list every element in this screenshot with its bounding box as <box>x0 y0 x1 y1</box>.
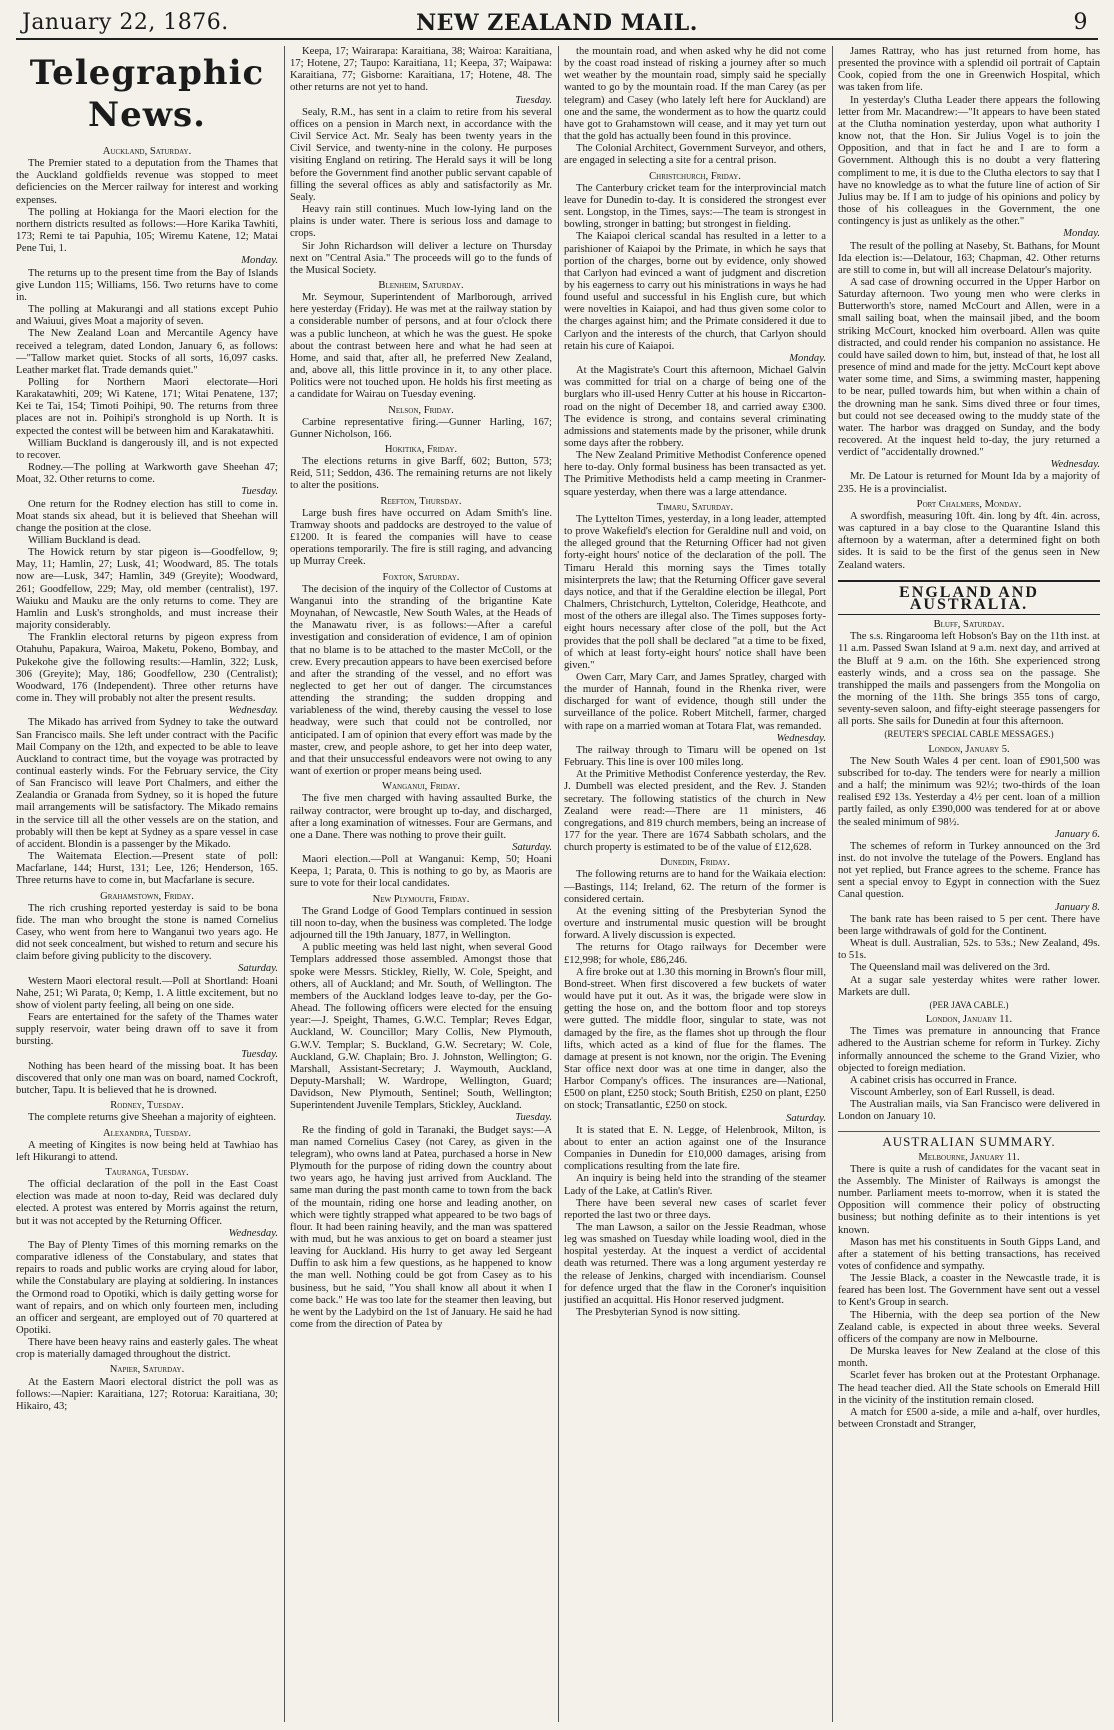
dateline: Napier, Saturday. <box>109 1364 185 1376</box>
dateline: Foxton, Saturday. <box>382 571 460 583</box>
section-heading-england-australia: ENGLAND AND AUSTRALIA. <box>838 580 1100 615</box>
day-line: Tuesday. <box>515 1112 552 1124</box>
dateline: New Plymouth, Friday. <box>372 893 470 905</box>
paragraph: The complete returns give Sheehan a majority of eighteen. <box>28 1112 276 1124</box>
paragraph: The bank rate has been raised to 5 per cent. There have been large withdrawals of gold for the Continent. <box>838 913 1100 937</box>
paragraph: Maori election.—Poll at Wanganui: Kemp, 50; Hoani Keepa, 1; Parata, 0. This is nothing to go by, as Maoris are sure to vote for their local candidates. <box>290 854 552 890</box>
columns <box>16 46 1098 1722</box>
paragraph: In yesterday's Clutha Leader there appears the following letter from Mr. Macandrew:—"It appears to have been stated at the Clutha nomination yesterday, upon what authority I know not, that the Hon. Sir Julius Vogel is to join the Opposition, and that in fact he and I are to form a Government. Although this is no doubt a very flattering compliment to me, it is due to the Clutha electors to say that I have no knowledge as to what the future line of action of Sir Julius may be. If I am to judge of his opinions and policy by those of his colleagues in the Government, the one contingency is just as unlikely as the other." <box>838 94 1100 228</box>
page-header <box>16 8 1098 40</box>
paragraph: Carbine representative firing.—Gunner Harling, 167; Gunner Nicholson, 166. <box>290 416 552 440</box>
dateline: Alexandra, Tuesday. <box>102 1127 192 1139</box>
paragraph: The Bay of Plenty Times of this morning remarks on the comparative idleness of the Constabulary, and states that repairs to roads and public works are crying aloud for labor, while the Constabulary are playing at soldiering. In instances the Ormond road to Opotiki, which is daily getting worse for want of repairs, and on which only fourteen men, including an officer and sergeant, are employed out of 70 quartered at Opotiki. <box>16 1239 278 1336</box>
dateline: Rodney, Tuesday. <box>110 1100 184 1112</box>
paragraph: William Buckland is dead. <box>28 535 141 546</box>
paragraph: The five men charged with having assaulted Burke, the railway contractor, were brought up to-day, and discharged, after a long examination of witnesses. Four are Germans, and one a Dane. There was nothing to prove their guilt. <box>290 793 552 841</box>
paragraph: It is stated that E. N. Legge, of Helenbrook, Milton, is about to enter an action against one of the Insurance Companies in Dunedin for £10,000 damages, arising from complications resulting from the late fire. <box>564 1124 826 1173</box>
paragraph: The New Zealand Loan and Mercantile Agency have received a telegram, dated London, January 6, as follows:—"Tallow market quiet. Stocks of all sorts, 16,097 casks. Leather market flat. Trade demands quiet." <box>16 328 278 376</box>
paragraph: The returns up to the present time from the Bay of Islands give Lundon 115; Williams, 156. Two returns have to come in. <box>16 267 278 303</box>
column-rule <box>832 46 833 1722</box>
dateline: Christchurch, Friday. <box>649 170 741 182</box>
paragraph: Western Maori electoral result.—Poll at Shortland: Hoani Nahe, 251; Wi Parata, 0; Kemp, 1. A little excitement, but no show of violent party feeling, all being on one side. <box>16 975 278 1011</box>
paragraph: The New South Wales 4 per cent. loan of £901,500 was subscribed for to-day. The tenders were for nearly a million and a half; the minimum was 92½; two-thirds of the loan realised £92 13s. Yesterday a 4½ per cent. loan of a million partly failed, as only £390,000 was tendered for at or above the sealed minimum of 98½. <box>838 755 1100 828</box>
paragraph: Large bush fires have occurred on Adam Smith's line. Tramway shoots and paddocks are destroyed to the value of £1200. It is feared the companies will have to cease operations temporarily. The fire is still raging, and advancing up Murray Creek. <box>290 507 552 568</box>
day-line: Monday. <box>241 255 278 267</box>
column-4-summary <box>838 1152 1100 1432</box>
paragraph: The decision of the inquiry of the Collector of Customs at Wanganui into the stranding of the brigantine Kate Moynahan, of Newcastle, New South Wales, at the Heads of the Manawatu river, is as follows:—After a careful investigation and consideration of evidence, I am of opinion that no blame is to be attached to the master McColl, or the crew. Every precaution appears to have been exercised before and after the stranding of the vessel, and no effort was neglected to get her out of danger. The circumstances attending the stranding; the sudden dropping and variableness of the wind, thereby causing the vessel to lose headway, were such that could not be controlled, nor anticipated. I am of opinion that every effort was made by the master, crew, and people ashore, to get her into deep water, and that their unsuccessful endeavors were not owing to any want of exertion or proper means being used. <box>290 583 552 778</box>
paragraph: The Hibernia, with the deep sea portion of the New Zealand cable, is expected in about three weeks. Several officers of the company are now in Melbourne. <box>838 1309 1100 1345</box>
day-line: Wednesday. <box>228 1227 278 1239</box>
paragraph: The elections returns in give Barff, 602; Button, 573; Reid, 511; Seddon, 436. The remaining returns are not likely to alter the positions. <box>290 456 552 492</box>
paragraph: There is quite a rush of candidates for the vacant seat in the Assembly. The Minister of Railways is amongst the number. Parliament meets to-morrow, when it is stated the Opposition will commence their policy of obstructing business; but nothing definite as to their intentions is yet known. <box>838 1163 1100 1236</box>
paragraph: The Grand Lodge of Good Templars continued in session till noon to-day, when the business was completed. The lodge adjourned till the 19th January, 1877, in Wellington. <box>290 905 552 942</box>
paragraph: Owen Carr, Mary Carr, and James Spratley, charged with the murder of Hannah, found in the Rhenka river, were discharged for want of evidence, though still under the surveillance of the police. Robert Mitchell, farmer, charged with rape on a married woman at Totara Flat, was remanded. <box>564 671 826 732</box>
paragraph: Fears are entertained for the safety of the Thames water supply reservoir, water being drawn off to save it from bursting. <box>16 1012 278 1048</box>
paragraph: One return for the Rodney election has still to come in. Moat stands six ahead, but it is believed that Sheehan will change the position at the close. <box>16 498 278 534</box>
paragraph: The Canterbury cricket team for the interprovincial match leave for Dunedin to-day. It is considered the strongest ever sent. Longstop, in the Times, says:—The team is strongest in bowling, stronger in batting; but strongest in fielding. <box>564 182 826 231</box>
paragraph: At a sugar sale yesterday whites were rather lower. Markets are dull. <box>838 974 1100 998</box>
paragraph: At the Eastern Maori electoral district the poll was as follows:—Napier: Karaitiana, 127; Rotorua: Karaitiana, 30; Hikairo, 43; <box>16 1376 278 1412</box>
paragraph: The Jessie Black, a coaster in the Newcastle trade, it is feared has been lost. The Government have sent out a vessel to Kent's Group in search. <box>838 1273 1100 1309</box>
paragraph: A swordfish, measuring 10ft. 4in. long by 4ft. 4in. across, was captured in a bay close to the Quarantine Island this afternoon by a waterman, after a determined fight on both sides. It is said to be the first of the genus seen in New Zealand waters. <box>838 510 1100 571</box>
dateline: Tauranga, Tuesday. <box>105 1166 189 1178</box>
dateline: Blenheim, Saturday. <box>378 279 464 291</box>
paragraph: An inquiry is being held into the stranding of the steamer Lady of the Lake, at Catlin's River. <box>564 1173 826 1197</box>
paragraph: There have been several new cases of scarlet fever reported the last two or three days. <box>564 1197 826 1221</box>
dateline: Hokitika, Friday. <box>384 444 458 455</box>
paragraph: The result of the polling at Naseby, St. Bathans, for Mount Ida election is:—Delatour, 163; Chapman, 42. Other returns are still to come in, but will all increase Delatour's majority. <box>838 240 1100 276</box>
paragraph: A match for £500 a-side, a mile and a-half, over hurdles, between Cronstadt and Stranger, <box>838 1406 1100 1431</box>
paragraph: Nothing has been heard of the missing boat. It has been discovered that only one man was on board, named Cockroft, butcher, Tapu. It is believed that he is drowned. <box>16 1060 278 1097</box>
dateline: Bluff, Saturday. <box>933 619 1005 631</box>
paragraph: Sealy, R.M., has sent in a claim to retire from his several offices on a pension in March next, in accordance with the Civil Service Act. Mr. Sealy has been twenty years in the Civil Service, and twenty-nine in the colony. He purposes visiting England on retiring. The Herald says it will be long before the Government find another public servant capable of filling the several offices as ably and satisfactorily as Mr. Sealy. <box>290 106 552 203</box>
day-line: Monday. <box>1063 228 1100 240</box>
dateline: Nelson, Friday. <box>388 404 454 416</box>
paragraph: At the Magistrate's Court this afternoon, Michael Galvin was committed for trial on a charge of being one of the burglars who ill-used Henry Cutter at his house in Riccarton-road on the night of December 18, and carried away £300. The evidence is strong, and contains several criminating admissions and statements made by the prisoner, while drunk some days after the robbery. <box>564 365 826 449</box>
paragraph: The following returns are to hand for the Waikaia election:—Bastings, 114; Ireland, 62. The return of the former is considered certain. <box>564 869 826 905</box>
day-line: Wednesday. <box>1050 459 1100 471</box>
dateline: Auckland, Saturday. <box>102 146 192 157</box>
paragraph: A cabinet crisis has occurred in France. <box>850 1074 1017 1086</box>
cable-source: (PER JAVA CABLE.) <box>929 999 1009 1010</box>
column-rule <box>558 46 559 1722</box>
paragraph: the mountain road, and when asked why he did not come by the coast road instead of risking a journey after so much wet weather by the mountain road, simply said he specially wanted to go by the mountain road. If the man Carey (as per telegram) and Casey (who lately left here for Auckland) are one and the same, the wonderment as to how the quartz could have got to Grahamstown will cease, and it may yet turn out that the gold has actually been found in this province. <box>564 46 826 143</box>
paragraph: De Murska leaves for New Zealand at the close of this month. <box>838 1346 1100 1370</box>
paragraph: The Australian mails, via San Francisco were delivered in London on January 10. <box>838 1099 1100 1123</box>
paragraph: Scarlet fever has broken out at the Protestant Orphanage. The head teacher died. All the State schools on Emerald Hill in the vicinity of the institution remain closed. <box>838 1370 1100 1406</box>
paragraph: The Lyttelton Times, yesterday, in a long leader, attempted to prove Wakefield's election for Geraldine null and void, on the alleged ground that the Returning Officer had not given forty-eight hours' notice of the declaration of the poll. The Timaru Herald this morning says the Times totally misinterprets the law; that the Returning Officer gave several days notice, and that if the Geraldine election be illegal, Port Chalmers, Christchurch, Lyttelton, Coleridge, Heathcote, and most of the others are illegal also. The Times supposes forty-eight hours necessary after close of the poll, but the Act provides that the poll shall be declared "at a time to be fixed, of which at least forty-eight hours' notice shall have been given." <box>564 513 826 671</box>
paragraph: William Buckland is dangerously ill, and is not expected to recover. <box>16 437 278 461</box>
column-4-news <box>838 46 1100 572</box>
paragraph: At the Primitive Methodist Conference yesterday, the Rev. J. Dumbell was elected president, and the Rev. J. Standen secretary. The following statistics of the church in New Zealand were read:—There are 11 ministers, 46 congregations, and 819 church members, being an increase of 177 for the year. There are 1674 Sabbath scholars, and the church property is estimated to be of the value of £12,628. <box>564 769 826 854</box>
paragraph: The returns for Otago railways for December were £12,998; for whole, £86,246. <box>564 942 826 966</box>
paragraph: The Kaiapoi clerical scandal has resulted in a letter to a parishioner of Kaiapoi by the Primate, in which he says that portion of the charges, borne out by evidence, only showed that Carlyon had evinced a want of judgment and discretion by his eagerness to carry out his ministrations in ways he had found useful and successful in his English cure, but which were novelties in Kaiapoi, and had thus given some color to the charges against him; and the Primate considered it due to Carlyon and the interests of the church, that Carlyon should retain his cure of Kaiapoi. <box>564 231 826 352</box>
dateline: Timaru, Saturday. <box>656 501 734 513</box>
paragraph: The Queensland mail was delivered on the 3rd. <box>850 962 1051 974</box>
paragraph: The Franklin electoral returns by pigeon express from Otahuhu, Papakura, Wairoa, Maketu, Pokeno, Bombay, and Pukekohe give the following results:—Hamlin, 322; Lusk, 306 (Greyite); May, 186; Goodfellow, 230 (Centralist); Woodward, 176 (Independent). Three other returns have come in. They will probably not alter the present results. <box>16 632 278 705</box>
paragraph: The New Zealand Primitive Methodist Conference opened here to-day. Only formal business has been transacted as yet. The Primitive Methodists held a camp meeting in Cranmer-square yesterday, when there was a large attendance. <box>564 450 826 498</box>
paragraph: A meeting of Kingites is now being held at Tawhiao has left Hikurangi to attend. <box>16 1139 278 1163</box>
day-line: Wednesday. <box>228 705 278 717</box>
paragraph: Polling for Northern Maori electorate—Hori Karakatawhiti, 209; Wi Katene, 171; Witai Penatene, 137; Kei te Tai, 154; Timoti Poihipi, 90. The returns from three places are not in. Poihipi's stronghold is up North. It is expected the contest will be between him and Karakatawhiti. <box>16 376 278 437</box>
dateline: Reefton, Thursday. <box>380 495 462 507</box>
paragraph: The official declaration of the poll in the East Coast election was made at noon to-day, Reid was declared duly elected. A protest was entered by Morris against the return, but it was not accepted by the Returning Officer. <box>16 1179 278 1227</box>
day-line: January 6. <box>1054 828 1100 840</box>
column-rule <box>284 46 285 1722</box>
paragraph: Mason has met his constituents in South Gipps Land, and after a statement of his betting transactions, has received votes of confidence and sympathy. <box>838 1236 1100 1272</box>
paragraph: Keepa, 17; Wairarapa: Karaitiana, 38; Wairoa: Karaitiana, 17; Hotene, 27; Taupo: Karaitiana, 11; Keepa, 37; Waipawa: Karaitiana, 77; Gisborne: Karaitiana, 17; Hotene, 48. The other returns are not yet to hand. <box>290 46 552 94</box>
header-title: NEW ZEALAND MAIL. <box>416 10 698 36</box>
paragraph: Wheat is dull. Australian, 52s. to 53s.; New Zealand, 49s. to 51s. <box>838 938 1100 962</box>
paragraph: The s.s. Ringarooma left Hobson's Bay on the 11th inst. at 11 a.m. Passed Swan Island at 9 a.m. next day, and arrived at the Bluff at 9 a.m. on the 16th. She experienced strong easterly winds, and a cross sea on the passage. She transhipped the mails and passengers from the Mongolia on the morning of the 11th. She brings 355 tons of cargo, seventy-seven saloon, and fifty-eight steerage passengers for all ports. She sails for Dunedin at four this afternoon. <box>838 631 1100 728</box>
cable-source: (REUTER'S SPECIAL CABLE MESSAGES.) <box>884 729 1054 740</box>
paragraph: James Rattray, who has just returned from home, has presented the province with a splendid oil portrait of Captain Cook, copied from the one in Greenwich Hospital, which was taken from life. <box>838 46 1100 94</box>
paragraph: A sad case of drowning occurred in the Upper Harbor on Saturday afternoon. Two young men who were clerks in Butterworth's store, named McCourt and Allen, were in a small sailing boat, when the mainsail jibed, and the boom striking McCourt, knocked him overboard. Allen was quite distracted, and could render his companion no assistance. He could have sailed down to him, but, instead of that, he lost all presence of mind and made for the jetty. McCourt kept above water some time, and Sims, a swimming master, happening to be near, pulled towards him, but when within a chain of the drowning man he sank. Sims dived three or four times, but could not see deceased owing to the muddy state of the water. The harbor was dragged on Sunday, and the body recovered. At the inquest held to-day, the jury returned a verdict of "accidentally drowned." <box>838 276 1100 459</box>
day-line: Saturday. <box>238 963 278 975</box>
dateline: Dunedin, Friday. <box>660 857 730 869</box>
day-line: Monday. <box>789 352 826 364</box>
day-line: January 8. <box>1054 901 1100 913</box>
paragraph: Heavy rain still continues. Much low-lying land on the plains is under water. There is serious loss and damage to crops. <box>290 204 552 240</box>
column-3 <box>564 46 826 1722</box>
paragraph: The Times was premature in announcing that France adhered to the Austrian scheme for reform in Turkey. Zichy informally announced the scheme to the Grand Vizier, who objected to foreign mediation. <box>838 1026 1100 1074</box>
paragraph: The Presbyterian Synod is now sitting. <box>576 1307 741 1319</box>
paragraph: Sir John Richardson will deliver a lecture on Thursday next on "Central Asia." The proceeds will go to the funds of the Musical Society. <box>290 240 552 276</box>
day-line: Saturday. <box>512 842 552 853</box>
paragraph: The man Lawson, a sailor on the Jessie Readman, whose leg was smashed on Tuesday while loading wool, died in the hospital yesterday. At the inquest a verdict of accidental death was returned. There was a long argument yesterday re the release of Jenkins, charged with incendiarism. Counsel for defence urged that the flaw in the Coroner's inquisition justified an acquittal. His Honor reserved judgment. <box>564 1222 826 1306</box>
paragraph: Re the finding of gold in Taranaki, the Budget says:—A man named Cornelius Casey (not Carey, as given in the telegram), who owns land at Patea, purchased a horse in New Plymouth for the purpose of riding down the country about two years ago, he having just arrived from Auckland. The same man during the past month came to town from the back of the mountain, riding one horse and leading another, on which were tightly strapped what appeared to be two bags of flour. It had been raining heavily, and the man was spattered with mud, but he was anxious to get on board a steamer just leaving for Auckland. His hurry to get away led Sergeant Duffin to ask him a few questions, as he happened to know the man well. Nothing could be got from Casey as to his business, but he said, "You shall know all about it when I come back." He was too late for the steamer then leaving, but he went by the Ladybird on the 1st of January. He said he had come from the direction of Patea by <box>290 1124 552 1331</box>
header-date: January 22, 1876. <box>22 10 229 35</box>
section-heading-telegraphic-news: Telegraphic News. <box>29 53 265 135</box>
column-1 <box>16 46 278 1722</box>
column-2 <box>290 46 552 1722</box>
paragraph: The polling at Hokianga for the Maori election for the northern districts resulted as follows:—Hore Karika Tawhiti, 173; Remi te tai Papuhia, 105; Wiremu Katene, 12; Matai Pene Tui, 1. <box>16 206 278 255</box>
dateline: Wanganui, Friday. <box>381 781 461 793</box>
paragraph: Mr. Seymour, Superintendent of Marlborough, arrived here yesterday (Friday). He was met at the railway station by a considerable number of persons, and at four o'clock there was a public luncheon, at which he was the guest. He spoke about the contrast between here and what he had seen at Home, and said that, after all, he preferred New Zealand, and, above all, this little province in it, to any other place. Politics were not touched upon. He holds his first meeting as a candidate for Wairau on Tuesday evening. <box>290 292 552 401</box>
dateline: Melbourne, January 11. <box>918 1151 1020 1163</box>
day-line: Saturday. <box>786 1112 826 1124</box>
paragraph: The Colonial Architect, Government Surveyor, and others, are engaged in selecting a site for a central prison. <box>564 143 826 167</box>
paragraph: The railway through to Timaru will be opened on 1st February. This line is over 100 miles long. <box>564 744 826 769</box>
paragraph: A fire broke out at 1.30 this morning in Brown's flour mill, Bond-street. When first discovered a few buckets of water would have put it out. As it was, the brigade were slow in getting the hose on, and the bottom floor and top storeys were gutted. The middle floor, singular to state, was not damaged by the fire, as the flames shot up through the flour lifts, which acted as a kind of flue for the flames. The damage at present is not known, nor the origin. The Evening Star office next door was at one time in danger, also the Harbor Company's offices. The insurances are—National, £500 on plant, £250 stock; South British, £250 on plant, £250 on stock; Transatlantic, £250 on stock. <box>564 966 826 1112</box>
paragraph: The schemes of reform in Turkey announced on the 3rd inst. do not involve the tutelage of the Powers. England has not yet replied, but France agrees to the scheme. France has sent a special envoy to Egypt in connection with the Suez Canal question. <box>838 840 1100 901</box>
column-4-england <box>838 619 1100 1123</box>
paragraph: Rodney.—The polling at Warkworth gave Sheehan 47; Moat, 32. Other returns to come. <box>16 462 278 486</box>
dateline: London, January 11. <box>925 1014 1013 1026</box>
section-heading-australian-summary: AUSTRALIAN SUMMARY. <box>838 1131 1100 1148</box>
dateline: London, January 5. <box>928 743 1010 755</box>
day-line: Tuesday. <box>515 94 552 106</box>
dateline: Grahamstown, Friday. <box>100 890 194 902</box>
day-line: Tuesday. <box>241 1048 278 1060</box>
paragraph: There have been heavy rains and easterly gales. The wheat crop is materially damaged throughout the district. <box>16 1337 278 1361</box>
day-line: Wednesday. <box>776 732 826 744</box>
paragraph: The Howick return by star pigeon is—Goodfellow, 9; May, 11; Hamlin, 27; Lusk, 41; Woodward, 85. The totals now are—Lusk, 347; Hamlin, 349 (Greyite); Woodward, 261; Goodfellow, 229; May, old member (centralist), 197. Waiuku and Mauku are the only returns to come. They are Hamlin and Lusk's strongholds, and must increase their majority considerably. <box>16 547 278 632</box>
paragraph: The Waitemata Election.—Present state of poll: Macfarlane, 144; Hurst, 131; Lee, 126; Henderson, 165. Three returns have to come in, but Macfarlane is secure. <box>16 851 278 887</box>
dateline: Port Chalmers, Monday. <box>916 498 1022 510</box>
paragraph: A public meeting was held last night, when several Good Templars addressed those assembled. Amongst those that spoke were Messrs. Stickley, Rielly, W. Cole, Speight, and others, all of Auckland; and Mr. South, of Wellington. The members of the Auckland lodges leave to-day, per the Go-Ahead. The following officers were elected for the ensuing year:—J. Speight, Thames, G.W.C. Templar; Reves Edgar, Auckland, W. Councillor; Mary Collis, New Plymouth, G.W.V. Templar; S. Buckland, G.W. Secretary; W. Cole, Auckland, G.W. Chaplain; Bro. J. Johnston, Wellington; G. Marshall, Assistant-Secretary; J. Waymouth, Auckland, Deputy-Marshall; W. Wardrope, Wellington, Guard; Davidson, New Plymouth, Sentinel; South, Wellington; Superintendent Juvenile Templars, Stickley, Auckland. <box>290 942 552 1112</box>
paragraph: The polling at Makurangi and all stations except Puhio and Waiuui, gives Moat a majority of seven. <box>16 304 278 328</box>
paragraph: At the evening sitting of the Presbyterian Synod the overture and instrumental music question will be brought forward. A lively discussion is expected. <box>564 905 826 942</box>
day-line: Tuesday. <box>241 486 278 498</box>
paragraph: The Premier stated to a deputation from the Thames that the Auckland goldfields revenue was stopped to meet deficiencies on the Mercer railway for interest and working expenses. <box>16 158 278 206</box>
column-4 <box>838 46 1100 1722</box>
header-page-number: 9 <box>1073 10 1088 35</box>
paragraph: The Mikado has arrived from Sydney to take the outward San Francisco mails. She left under contract with the Pacific Mail Company on the 12th, and expected to be able to leave Auckland to contract time, but the voyage was protracted by continual easterly winds. For the February service, the City of San Francisco will leave Port Chalmers, and either the Zealandia or Granada from Sydney, so it is hoped the future mail arrangements will be satisfactory. The Mikado remains in the service till all the other vessels are on the station, and probably will then be kept at Sydney as a spare vessel in case of accident. Blondin is a passenger by the Mikado. <box>16 717 278 850</box>
paragraph: Viscount Amberley, son of Earl Russell, is dead. <box>850 1086 1055 1098</box>
paragraph: Mr. De Latour is returned for Mount Ida by a majority of 235. He is a provincialist. <box>838 471 1100 495</box>
paragraph: The rich crushing reported yesterday is said to be bona fide. The man who brought the stone is named Cornelius Casey, who went from here to Wanganui two years ago. He did not seek concealment, but wished to return and secure his claim before giving publicity to the discovery. <box>16 902 278 963</box>
